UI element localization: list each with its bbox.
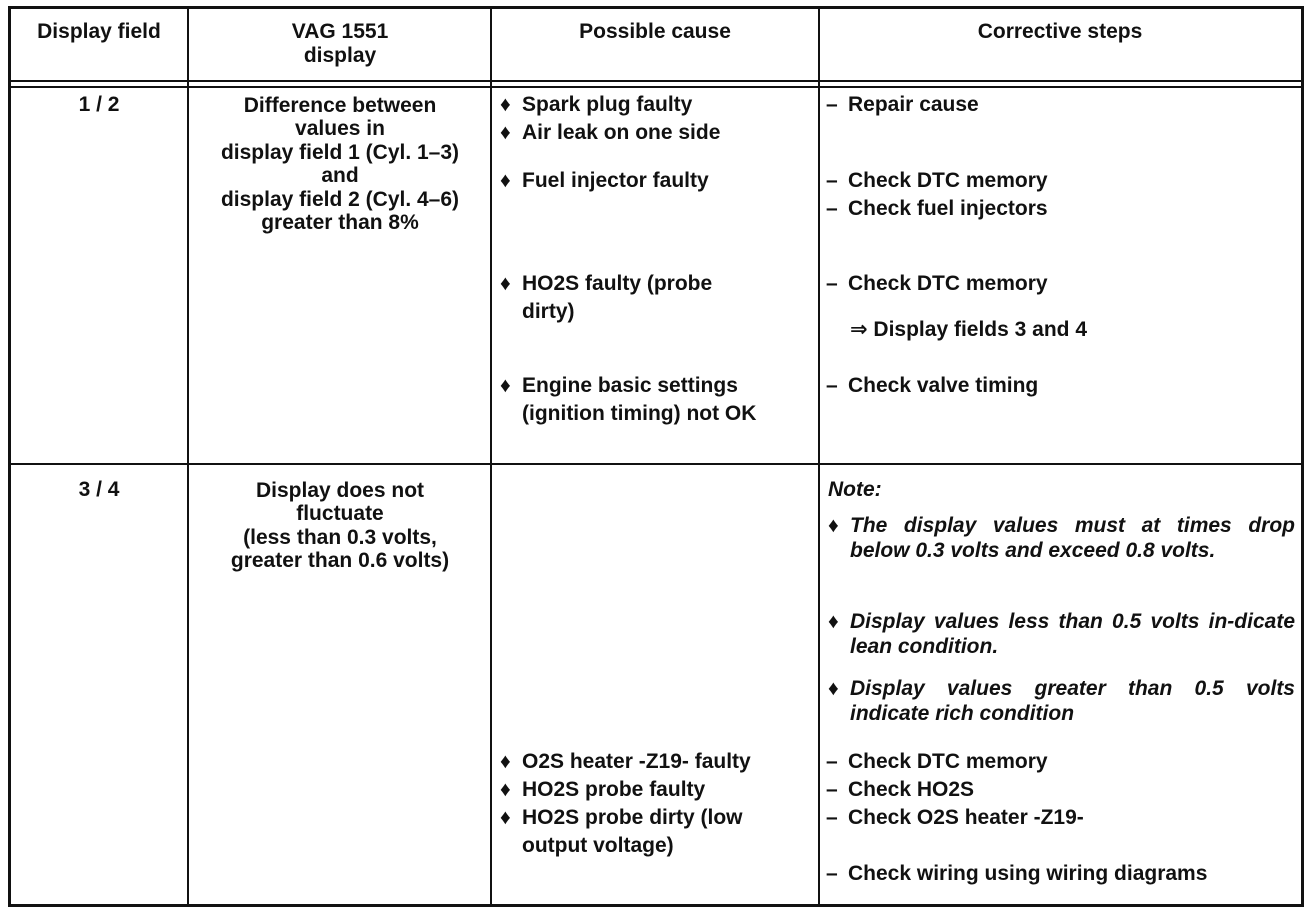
row2-cause-item: [500, 806, 743, 830]
step-text: Check DTC memory: [848, 169, 1048, 192]
note-item: [828, 513, 1296, 563]
row1-step-item: [826, 197, 1048, 221]
cause-text: Air leak on one side: [522, 121, 721, 144]
note-item: [828, 676, 1296, 726]
bullet-icon: ♦: [500, 272, 511, 295]
dash-icon: –: [826, 806, 838, 829]
row1-display-line: display field 1 (Cyl. 1–3): [220, 141, 460, 164]
row2-cause-item: [500, 778, 705, 802]
note-item: [828, 609, 1296, 659]
row2-cause-continuation: output voltage): [522, 834, 674, 857]
row1-step-item: [826, 272, 1048, 296]
row1-cause-continuation: (ignition timing) not OK: [522, 402, 757, 425]
bullet-icon: ♦: [500, 806, 511, 829]
row2-display-line: (less than 0.3 volts,: [243, 526, 437, 549]
step-text: Check HO2S: [848, 778, 975, 801]
row-separator: [8, 463, 1304, 465]
row1-cause-item: [500, 272, 712, 296]
row1-cause-item: [500, 93, 692, 117]
row1-step-item: [826, 169, 1048, 193]
cause-text: Spark plug faulty: [522, 93, 693, 116]
bullet-icon: ♦: [500, 93, 511, 116]
table-bottom-border: [8, 904, 1304, 907]
row1-display-line: and: [321, 164, 359, 187]
note-text: Display values less than 0.5 volts in-dicate lean condition.: [850, 610, 1295, 658]
cause-text: Engine basic settings: [522, 374, 738, 397]
column-divider-3: [818, 6, 820, 907]
row1-step-reference: ⇒ Display fields 3 and 4: [850, 318, 1088, 341]
row1-display-line: display field 2 (Cyl. 4–6): [220, 188, 460, 211]
step-text: Check valve timing: [848, 374, 1039, 397]
header-separator-2: [8, 86, 1304, 88]
dash-icon: –: [826, 197, 838, 220]
cause-text: HO2S probe faulty: [522, 778, 706, 801]
dash-icon: –: [826, 272, 838, 295]
bullet-icon: ♦: [828, 610, 839, 633]
header-vag-display: [190, 20, 490, 68]
row1-cause-continuation: dirty): [522, 300, 575, 323]
dash-icon: –: [826, 778, 838, 801]
row1-cause-item: [500, 374, 738, 398]
row1-display-line: values in: [295, 117, 385, 140]
step-text: Repair cause: [848, 93, 979, 116]
bullet-icon: ♦: [828, 514, 839, 537]
row1-step-item: [826, 374, 1038, 398]
row1-display-field: 1 / 2: [78, 93, 120, 116]
cause-text: HO2S probe dirty (low: [522, 806, 743, 829]
header-vag-display-line1: VAG 1551: [291, 20, 389, 43]
column-divider-2: [490, 6, 492, 907]
column-divider-1: [187, 6, 189, 907]
note-text: The display values must at times drop below 0.3 volts and exceed 0.8 volts.: [850, 514, 1295, 562]
row2-cause-item: [500, 750, 751, 774]
row2-step-item: [826, 750, 1048, 774]
header-vag-display-line2: display: [303, 44, 377, 67]
bullet-icon: ♦: [500, 121, 511, 144]
row2-step-item: [826, 806, 1084, 830]
note-title: Note:: [828, 478, 882, 501]
dash-icon: –: [826, 169, 838, 192]
row1-vag-display: [190, 93, 490, 234]
table-right-border: [1301, 6, 1304, 907]
row2-vag-display: [190, 478, 490, 572]
row1-cause-item: [500, 121, 720, 145]
note-text: Display values greater than 0.5 volts indicate rich condition: [850, 677, 1295, 725]
row2-display-line: greater than 0.6 volts): [230, 549, 450, 572]
bullet-icon: ♦: [500, 169, 511, 192]
row1-display-line: Difference between: [243, 94, 437, 117]
row1-display-line: greater than 8%: [261, 211, 419, 234]
header-display-field: Display field: [37, 20, 161, 43]
bullet-icon: ♦: [500, 778, 511, 801]
dash-icon: –: [826, 750, 838, 773]
step-text: Check O2S heater -Z19-: [848, 806, 1084, 829]
step-text: Check DTC memory: [848, 750, 1048, 773]
step-text: Check DTC memory: [848, 272, 1048, 295]
header-separator: [8, 80, 1304, 82]
row2-display-line: Display does not: [255, 479, 425, 502]
dash-icon: –: [826, 862, 838, 885]
table-top-border: [8, 6, 1304, 9]
row2-step-item: [826, 778, 974, 802]
header-possible-cause: Possible cause: [579, 20, 731, 43]
header-corrective-steps: Corrective steps: [977, 20, 1143, 43]
bullet-icon: ♦: [828, 677, 839, 700]
cause-text: HO2S faulty (probe: [522, 272, 713, 295]
row2-display-field: 3 / 4: [78, 478, 120, 501]
cause-text: Fuel injector faulty: [522, 169, 709, 192]
cause-text: O2S heater -Z19- faulty: [522, 750, 751, 773]
dash-icon: –: [826, 374, 838, 397]
step-text: Check fuel injectors: [848, 197, 1048, 220]
row1-step-item: [826, 93, 979, 117]
bullet-icon: ♦: [500, 374, 511, 397]
row2-step-item: [826, 862, 1207, 886]
dash-icon: –: [826, 93, 838, 116]
row2-display-line: fluctuate: [296, 502, 384, 525]
step-text: Check wiring using wiring diagrams: [848, 862, 1208, 885]
bullet-icon: ♦: [500, 750, 511, 773]
table-left-border: [8, 6, 11, 907]
row1-cause-item: [500, 169, 709, 193]
